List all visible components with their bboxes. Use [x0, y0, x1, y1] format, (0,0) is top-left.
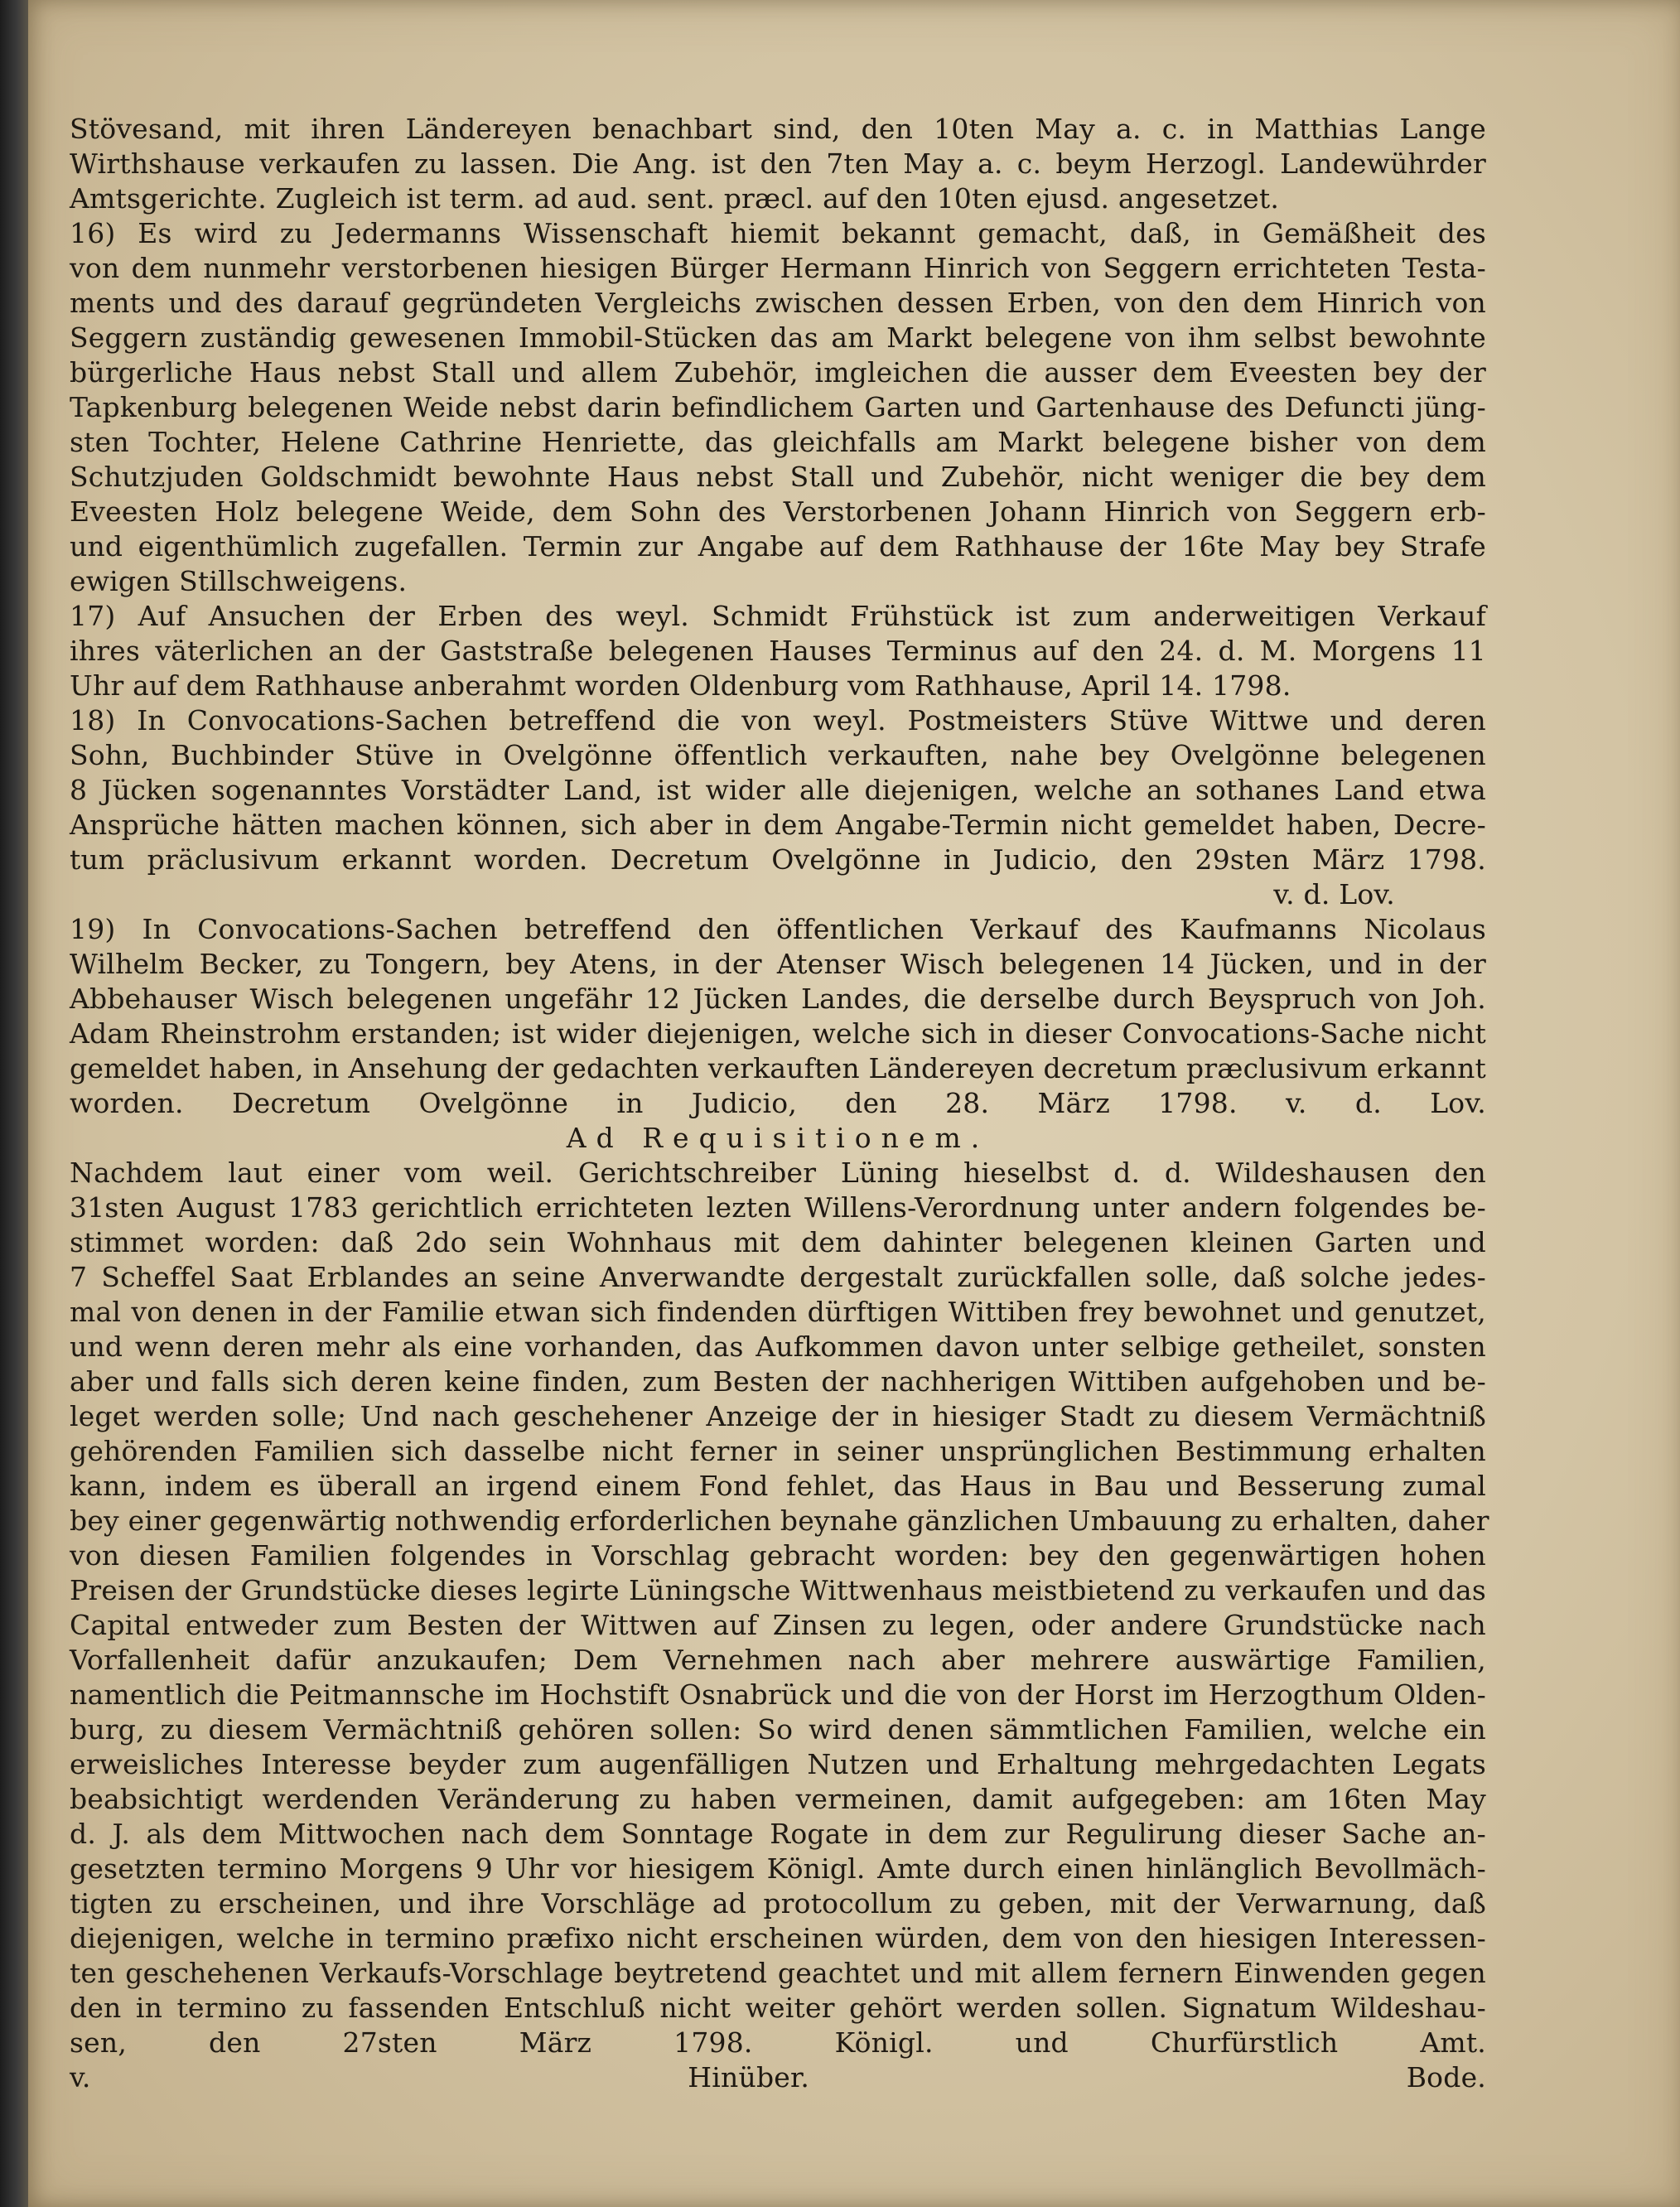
text-line: ments und des darauf gegründeten Vergleichs zwischen dessen Erben, von den dem Hinrich von: [70, 287, 1486, 319]
text-line: 7 Scheffel Saat Erblandes an seine Anverwandte dergestalt zurückfallen solle, daß solche jedes-: [70, 1261, 1486, 1293]
text-line: namentlich die Peitmannsche im Hochstift Osnabrück und die von der Horst im Herzogthum Olden-: [70, 1678, 1486, 1711]
text-line: Tapkenburg belegenen Weide nebst darin befindlichem Garten und Gartenhause des Defuncti jüng-: [70, 391, 1486, 423]
text-line: sen, den 27sten März 1798. Königl. und Churfürstlich Amt.: [70, 2026, 1486, 2059]
text-line: tum präclusivum erkannt worden. Decretum Ovelgönne in Judicio, den 29sten März 1798.: [70, 843, 1486, 876]
text-line: Adam Rheinstrohm erstanden; ist wider diejenigen, welche sich in dieser Convocations-Sache nicht: [70, 1017, 1486, 1050]
text-line: gesetzten termino Morgens 9 Uhr vor hiesigem Königl. Amte durch einen hinlänglich Bevollmäch-: [70, 1852, 1486, 1885]
text-line: aber und falls sich deren keine finden, zum Besten der nachherigen Wittiben aufgehoben und be-: [70, 1365, 1486, 1398]
text-line: Wilhelm Becker, zu Tongern, bey Atens, in der Atenser Wisch belegenen 14 Jücken, und in der: [70, 948, 1486, 980]
text-line: erweisliches Interesse beyder zum augenfälligen Nutzen und Erhaltung mehrgedachten Legats: [70, 1748, 1486, 1780]
text-line: Seggern zuständig gewesenen Immobil-Stücken das am Markt belegene von ihm selbst bewohnte: [70, 321, 1486, 354]
signatures-hinueber-bode: [70, 2095, 1486, 2130]
text-line: gemeldet haben, in Ansehung der gedachten verkauften Ländereyen decretum præclusivum erkannt: [70, 1052, 1486, 1084]
text-line: kann, indem es überall an irgend einem Fond fehlet, das Haus in Bau und Besserung zumal: [70, 1470, 1486, 1502]
text-line: Stövesand, mit ihren Ländereyen benachbart sind, den 10ten May a. c. in Matthias Lange: [70, 113, 1486, 145]
paragraph-requisition-start: Nachdem laut einer vom weil. Gerichtschreiber Lüning hieselbst d. d. Wildeshausen den: [70, 1157, 1486, 1189]
text-line: Abbehauser Wisch belegenen ungefähr 12 Jücken Landes, die derselbe durch Beyspruch von Joh.: [70, 983, 1486, 1015]
text-line: Uhr auf dem Rathhause anberahmt worden Oldenburg vom Rathhause, April 14. 1798.: [70, 669, 1291, 702]
text-line: gehörenden Familien sich dasselbe nicht ferner in seiner unsprünglichen Bestimmung erhalten: [70, 1435, 1486, 1467]
text-line: 31sten August 1783 gerichtlich errichteten lezten Willens-Verordnung unter andern folgendes be-: [70, 1191, 1486, 1224]
text-line: von diesen Familien folgendes in Vorschlag gebracht worden: bey den gegenwärtigen hohen: [70, 1539, 1486, 1572]
text-line: bey einer gegenwärtig nothwendig erforderlichen beynahe gänzlichen Umbauung zu erhalten, daher: [70, 1504, 1489, 1537]
signature-v-d-lov: v. d. Lov.: [1273, 878, 1395, 910]
text-line: leget werden solle; Und nach geschehener Anzeige der in hiesiger Stadt zu diesem Vermächtniß: [70, 1400, 1486, 1432]
text-line: den in termino zu fassenden Entschluß nicht weiter gehört werden sollen. Signatum Wildeshau-: [70, 1992, 1486, 2024]
text-line: Vorfallenheit dafür anzukaufen; Dem Vernehmen nach aber mehrere auswärtige Familien,: [70, 1644, 1486, 1676]
section-heading: Ad Requisitionem.: [566, 1122, 990, 1154]
text-line: d. J. als dem Mittwochen nach dem Sonntage Rogate in dem zur Regulirung dieser Sache an-: [70, 1818, 1486, 1850]
text-line: Amtsgerichte. Zugleich ist term. ad aud. sent. præcl. auf den 10ten ejusd. angesetzet.: [70, 182, 1280, 215]
text-line: beabsichtigt werdenden Veränderung zu haben vermeinen, damit aufgegeben: am 16ten May: [70, 1783, 1486, 1815]
paragraph-18-start: 18) In Convocations-Sachen betreffend die von weyl. Postmeisters Stüve Wittwe und deren: [70, 704, 1486, 736]
text-line: bürgerliche Haus nebst Stall und allem Zubehör, imgleichen die ausser dem Eveesten bey der: [70, 356, 1486, 389]
text-line: und wenn deren mehr als eine vorhanden, das Aufkommen davon unter selbige getheilet, sonsten: [70, 1330, 1486, 1363]
paragraph-19-start: 19) In Convocations-Sachen betreffend den öffentlichen Verkauf des Kaufmanns Nicolaus: [70, 913, 1486, 945]
text-line: stimmet worden: daß 2do sein Wohnhaus mit dem dahinter belegenen kleinen Garten und: [70, 1226, 1486, 1258]
text-line: worden. Decretum Ovelgönne in Judicio, den 28. März 1798. v. d. Lov.: [70, 1087, 1486, 1119]
text-line: diejenigen, welche in termino præfixo nicht erscheinen würden, dem von den hiesigen Interessen-: [70, 1922, 1486, 1954]
text-line: tigten zu erscheinen, und ihre Vorschläge ad protocollum zu geben, mit der Verwarnung, daß: [70, 1887, 1486, 1920]
closing-date-and-authority: v. Hinüber. Bode.: [70, 2061, 1486, 2094]
document-page: [28, 0, 1680, 2207]
text-line: sten Tochter, Helene Cathrine Henriette, das gleichfalls am Markt belegene bisher von dem: [70, 426, 1486, 458]
text-line: ihres väterlichen an der Gaststraße belegenen Hauses Terminus auf den 24. d. M. Morgens 11: [70, 635, 1486, 667]
paragraph-16-start: 16) Es wird zu Jedermanns Wissenschaft hiemit bekannt gemacht, daß, in Gemäßheit des: [70, 217, 1486, 249]
text-line: Capital entweder zum Besten der Wittwen auf Zinsen zu legen, oder andere Grundstücke nach: [70, 1609, 1486, 1641]
text-line: 8 Jücken sogenanntes Vorstädter Land, ist wider alle diejenigen, welche an sothanes Land etwa: [70, 774, 1486, 806]
text-line: ten geschehenen Verkaufs-Vorschlage beytretend geachtet und mit allem fernern Einwenden gegen: [70, 1957, 1486, 1989]
text-line: von dem nunmehr verstorbenen hiesigen Bürger Hermann Hinrich von Seggern errichteten Testa-: [70, 252, 1486, 284]
paragraph-17-start: 17) Auf Ansuchen der Erben des weyl. Schmidt Frühstück ist zum anderweitigen Verkauf: [70, 600, 1486, 632]
text-line: Sohn, Buchbinder Stüve in Ovelgönne öffentlich verkauften, nahe bey Ovelgönne belegenen: [70, 739, 1486, 771]
book-binding-edge: [0, 0, 28, 2207]
text-line: mal von denen in der Familie etwan sich findenden dürftigen Wittiben frey bewohnet und genutzet,: [70, 1296, 1486, 1328]
text-line: und eigenthümlich zugefallen. Termin zur Angabe auf dem Rathhause der 16te May bey Strafe: [70, 530, 1486, 563]
text-line: burg, zu diesem Vermächtniß gehören sollen: So wird denen sämmtlichen Familien, welche ein: [70, 1713, 1486, 1746]
text-line: Preisen der Grundstücke dieses legirte Lüningsche Wittwenhaus meistbietend zu verkaufen und das: [70, 1574, 1486, 1606]
text-line: Ansprüche hätten machen können, sich aber in dem Angabe-Termin nicht gemeldet haben, Decre-: [70, 809, 1486, 841]
text-line: Wirthshause verkaufen zu lassen. Die Ang. ist den 7ten May a. c. beym Herzogl. Landewührder: [70, 147, 1486, 180]
text-line: Eveesten Holz belegene Weide, dem Sohn des Verstorbenen Johann Hinrich von Seggern erb-: [70, 495, 1486, 528]
text-line: Schutzjuden Goldschmidt bewohnte Haus nebst Stall und Zubehör, nicht weniger die bey dem: [70, 461, 1486, 493]
text-line: ewigen Stillschweigens.: [70, 565, 408, 597]
document-body: [70, 112, 1489, 2130]
